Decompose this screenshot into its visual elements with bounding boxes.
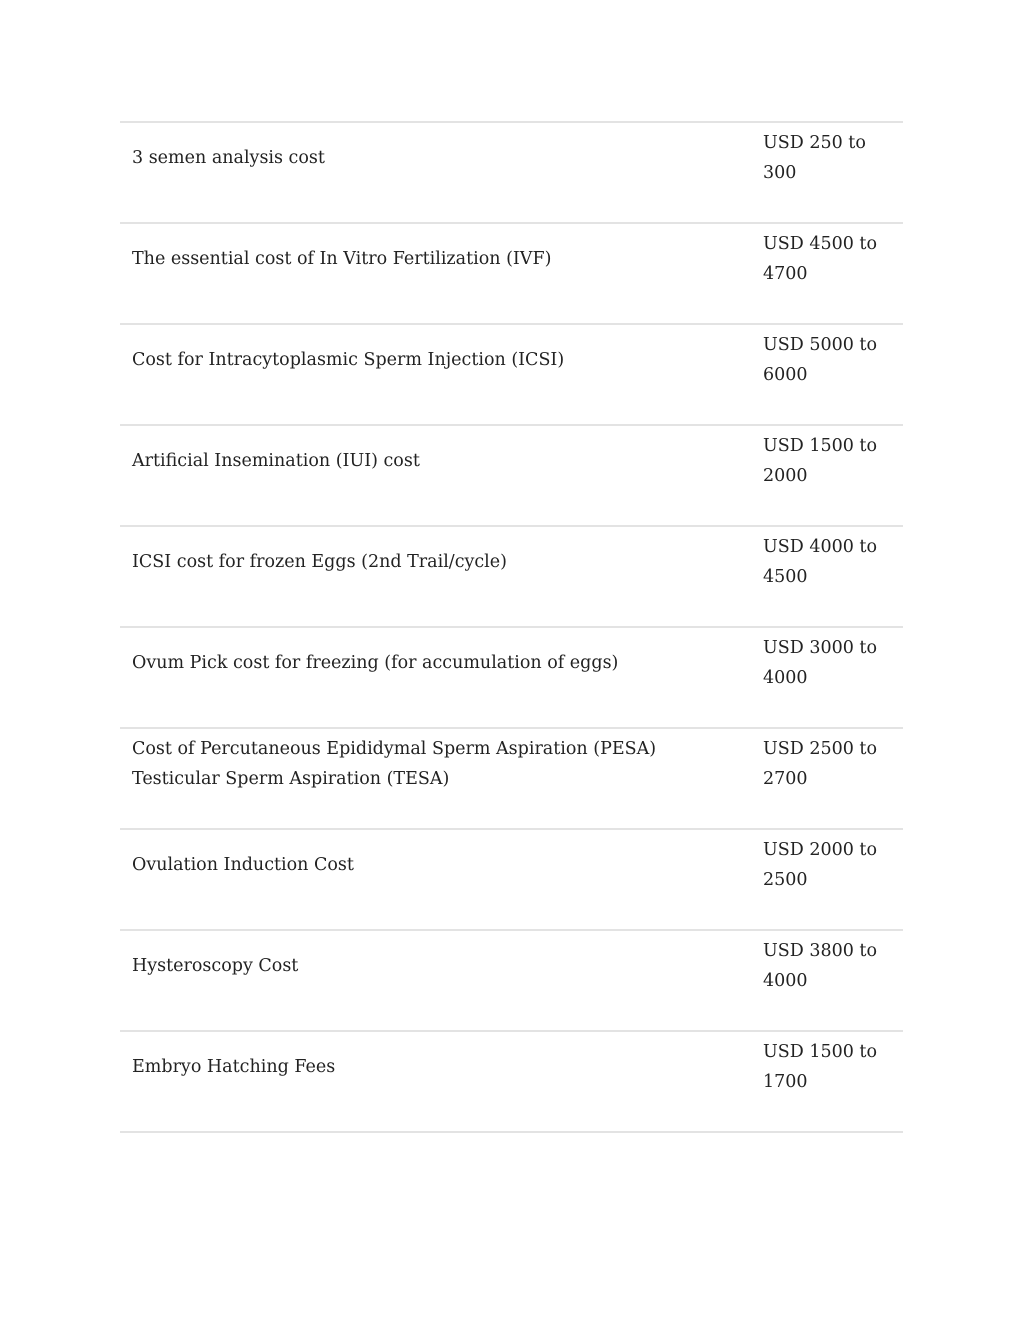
price-cell: [763, 223, 903, 324]
price-range: USD 5000 to 6000: [763, 335, 877, 385]
service-name: Embryo Hatching Fees: [132, 1057, 336, 1077]
price-range: USD 4500 to 4700: [763, 234, 877, 284]
price-cell: [763, 1031, 903, 1132]
table-row: [120, 425, 903, 526]
service-cell: [120, 223, 763, 324]
price-range: USD 3800 to 4000: [763, 941, 877, 991]
service-name: Hysteroscopy Cost: [132, 956, 299, 976]
service-name: Artificial Insemination (IUI) cost: [132, 451, 420, 471]
service-cell: [120, 526, 763, 627]
table-row: [120, 1031, 903, 1132]
price-cell: [763, 930, 903, 1031]
service-name: ICSI cost for frozen Eggs (2nd Trail/cycle): [132, 552, 507, 572]
service-name: 3 semen analysis cost: [132, 148, 325, 168]
service-name: Ovum Pick cost for freezing (for accumulation of eggs): [132, 653, 619, 673]
service-name: Cost for Intracytoplasmic Sperm Injection (ICSI): [132, 350, 565, 370]
service-name: The essential cost of In Vitro Fertilization (IVF): [132, 249, 552, 269]
table-row: [120, 728, 903, 829]
price-cell: [763, 324, 903, 425]
price-range: USD 2000 to 2500: [763, 840, 877, 890]
cost-table: [120, 121, 903, 1133]
table-row: [120, 223, 903, 324]
table-row: [120, 526, 903, 627]
table-row: [120, 829, 903, 930]
price-range: USD 3000 to 4000: [763, 638, 877, 688]
service-name: Cost of Percutaneous Epididymal Sperm Aspiration (PESA) Testicular Sperm Aspiration (TESA): [132, 739, 657, 789]
table-row: [120, 122, 903, 223]
price-cell: [763, 728, 903, 829]
table-row: [120, 324, 903, 425]
price-range: USD 4000 to 4500: [763, 537, 877, 587]
service-cell: [120, 829, 763, 930]
table-row: [120, 627, 903, 728]
service-cell: [120, 122, 763, 223]
service-cell: [120, 425, 763, 526]
price-range: USD 1500 to 1700: [763, 1042, 877, 1092]
service-cell: [120, 930, 763, 1031]
price-range: USD 2500 to 2700: [763, 739, 877, 789]
table-row: [120, 930, 903, 1031]
price-range: USD 250 to 300: [763, 133, 866, 183]
price-cell: [763, 526, 903, 627]
service-name: Ovulation Induction Cost: [132, 855, 354, 875]
price-cell: [763, 627, 903, 728]
price-cell: [763, 425, 903, 526]
service-cell: [120, 627, 763, 728]
service-cell: [120, 1031, 763, 1132]
service-cell: [120, 728, 763, 829]
service-cell: [120, 324, 763, 425]
price-cell: [763, 829, 903, 930]
price-cell: [763, 122, 903, 223]
price-range: USD 1500 to 2000: [763, 436, 877, 486]
